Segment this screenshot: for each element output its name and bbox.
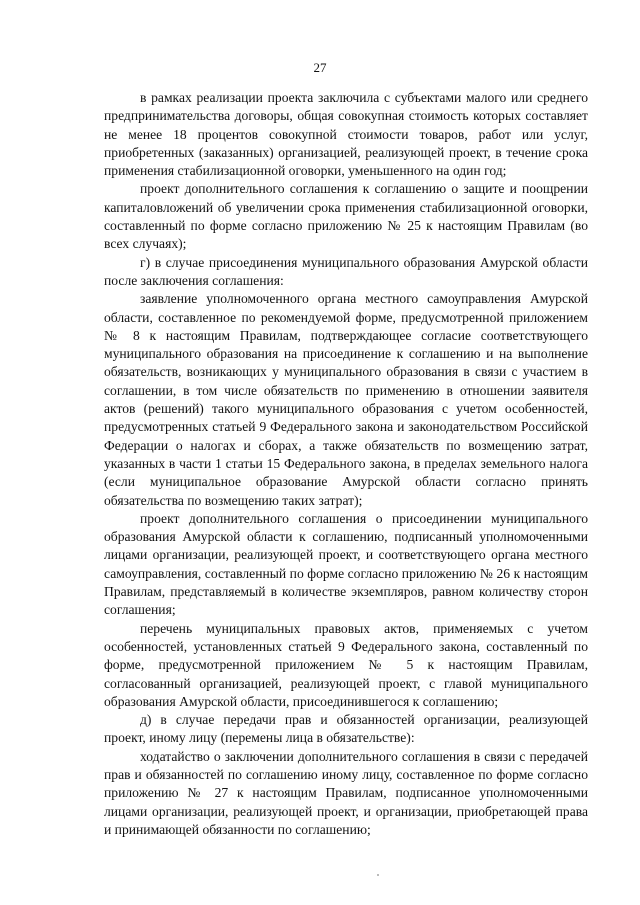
paragraph-municipal-acts-list: перечень муниципальных правовых актов, применяемых с учетом особенностей, установленных статьей 9 Федерального закона, составленный по форме, предусмотренной приложением № 5 к настоящим Правилам, согласованный организацией, реализующей проект, с главой муниципального образования Амурской области, присоединившегося к соглашению; [104,620,588,709]
paragraph-draft-accession-agreement: проект дополнительного соглашения о присоединении муниципального образования Амурской области к соглашению, подписанный уполномоченными лицами организации, реализующей проект, и соответствующего органа местного самоуправления, составленный по форме согласно приложению № 26 к настоящим Правилам, представляемый в количестве экземпляров, равном количеству сторон соглашения; [104,510,588,618]
document-body [104,89,588,839]
paragraph-transfer-petition: ходатайство о заключении дополнительного соглашения в связи с передачей прав и обязанностей по соглашению иному лицу, составленное по форме согласно приложению № 27 к настоящим Правилам, подписанное уполномоченными лицами организации, реализующей проект, и организации, приобретающей права и принимающей обязанности по соглашению; [104,748,588,837]
paragraph-item-d-heading: д) в случае передачи прав и обязанностей организации, реализующей проект, иному лицу (перемены лица в обязательстве): [104,712,588,746]
paragraph-smb-contracts: в рамках реализации проекта заключила с субъектами малого или среднего предпринимательства договоры, общая совокупная стоимость которых составляет не менее 18 процентов совокупной стоимости товаров, работ или услуг, приобретенных (заказанных) организацией, реализующей проект, в течение срока применения стабилизационной оговорки, уменьшенного на один год; [104,90,588,179]
paragraph-item-g-heading: г) в случае присоединения муниципального образования Амурской области после заключения соглашения: [104,254,588,288]
paragraph-draft-extension-agreement: проект дополнительного соглашения к соглашению о защите и поощрении капиталовложений об увеличении срока применения стабилизационной оговорки, составленный по форме согласно приложению № 25 к настоящим Правилам (во всех случаях); [104,181,588,252]
scan-speck [377,874,379,876]
page-number: 27 [313,60,327,75]
paragraph-municipal-statement: заявление уполномоченного органа местного самоуправления Амурской области, составленное по рекомендуемой форме, предусмотренной приложением № 8 к настоящим Правилам, подтверждающее согласие соответствующего муниципального образования на присоединение к соглашению и на выполнение обязательств, возникающих у муниципального образования в связи с участием в соглашении, в том числе обязательств по применению в отношении заявителя актов (решений) такого муниципального образования с учетом особенностей, предусмотренных статьей 9 Федерального закона и законодательством Российской Федерации о налогах и сборах, а также обязательств по возмещению затрат, указанных в части 1 статьи 15 Федерального закона, в пределах земельного налога (если муниципальное образование Амурской области согласно принять обязательства по возмещению таких затрат); [104,291,588,508]
